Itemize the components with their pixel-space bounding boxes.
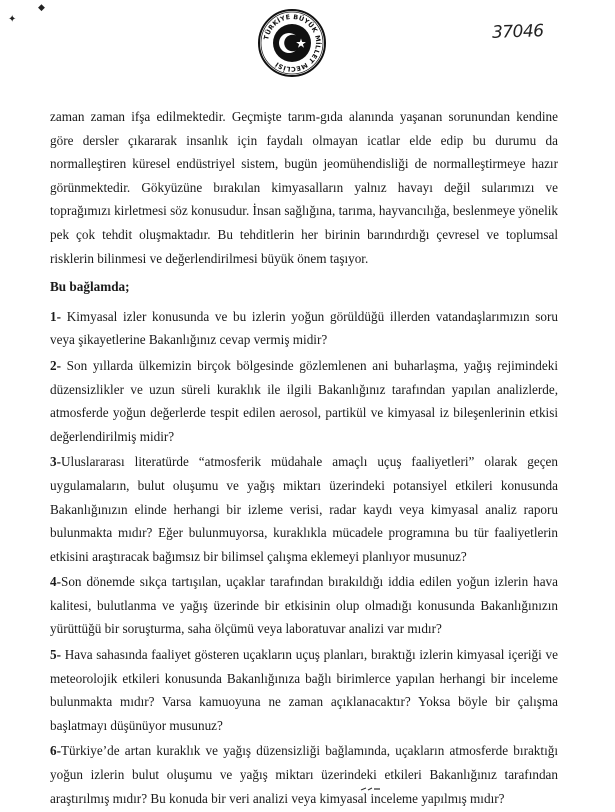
seal-ring-text: TÜRKİYE BÜYÜK MİLLET MECLİSİ bbox=[262, 12, 323, 74]
document-body bbox=[50, 105, 558, 812]
question-text: Hava sahasında faaliyet gösteren uçakların uçuş planları, bıraktığı izlerin kimyasal içeriği ve meteorolojik etkileri konusunda Bakanlığınıza bağlı birimlerce yapılan herhangi bir inceleme bulunmakta mıdır? Varsa kamuoyuna ne zaman açıklanacaktır? Yoksa böyle bir çalışma başlatmayı düşünüyor musunuz? bbox=[50, 647, 558, 733]
question-item bbox=[50, 450, 558, 568]
question-number: 5- bbox=[50, 647, 61, 663]
section-heading: Bu bağlamda; bbox=[50, 279, 130, 295]
scan-speck-mark: ◆ bbox=[38, 2, 45, 12]
question-text: Uluslararası literatürde “atmosferik müdahale amaçlı uçuş faaliyetleri” olarak geçen uygulamaların, bulut oluşumu ve yağış miktarı üzerindeki potansiyel etkileri konusunda Bakanlığınızın elinde herhangi bir izleme verisi, radar kaydı veya kimyasal analiz raporu bulunmakta mıdır? Eğer bulunmuyorsa, kuraklıkla mücadele programına bu tür faaliyetlerin etkisini araştıracak bağımsız bir bilimsel çalışma eklemeyi planlıyor musunuz? bbox=[50, 454, 558, 564]
page-edge-mark bbox=[360, 786, 382, 792]
question-number: 4- bbox=[50, 574, 61, 590]
question-item bbox=[50, 739, 558, 810]
question-number: 1- bbox=[50, 308, 61, 324]
question-item bbox=[50, 354, 558, 448]
question-number: 6- bbox=[50, 743, 61, 759]
handwritten-document-number: 37046 bbox=[491, 21, 544, 43]
question-item bbox=[50, 643, 558, 737]
question-number: 2- bbox=[50, 357, 61, 373]
question-text: Türkiye’de artan kuraklık ve yağış düzensizliği bağlamında, uçakların atmosferde bıraktığı yoğun izlerin bulut oluşumu ve yağış miktarı üzerindeki etkileri Bakanlığınız tarafından araştırılmış mıdır? Bu konuda bir veri analizi veya kimyasal inceleme yapılmış mıdır? bbox=[50, 743, 558, 806]
question-text: Son dönemde sıkça tartışılan, uçaklar tarafından bırakıldığı iddia edilen yoğun izlerin hava kalitesi, bulutlanma ve yağış üzerinde bir etkisinin olup olmadığı konusunda Bakanlığınızın yürüttüğü bir soruşturma, saha ölçümü veya laboratuvar analizi var mıdır? bbox=[50, 574, 558, 637]
scan-speck-mark: ✦ bbox=[8, 14, 17, 25]
question-item bbox=[50, 570, 558, 641]
intro-paragraph: zaman zaman ifşa edilmektedir. Geçmişte tarım-gıda alanında yaşanan sorunundan kendine göre dersler çıkararak insanlık için faydalı olmayan icatlar elde edip bu durumu da normalleştiren küresel endüstriyel sistem, bugün jeomühendisliği de normalleştirmeye hazır görünmektedir. Gökyüzüne bırakılan kimyasalların yalnız havayı değil sularımızı ve toprağımızı kirletmesi söz konusudur. İnsan sağlığına, tarıma, hayvancılığa, beslenmeye yönelik pek çok tehdit oluşmaktadır. Bu tehditlerin her birinin barındırdığı çevresel ve toplumsal risklerin bilinmesi ve değerlendirilmesi büyük önem taşıyor. bbox=[50, 109, 558, 266]
parliament-seal-logo bbox=[257, 8, 327, 78]
question-text: Son yıllarda ülkemizin birçok bölgesinde gözlemlenen ani buharlaşma, yağış rejimindeki düzensizlikler ve uzun süreli kuraklık ile ilgili Bakanlığınız tarafından yapılan analizlerde, atmosferde yoğun değerlerde tespit edilen aerosol, partikül ve kimyasal iz bileşenlerinin etkisi değerlendirilmiş midir? bbox=[50, 357, 559, 444]
question-number: 3- bbox=[50, 454, 61, 470]
question-text: Kimyasal izler konusunda ve bu izlerin yoğun görüldüğü illerden vatandaşlarımızın soru veya şikayetlerine Bakanlığınız cevap vermiş midir? bbox=[50, 308, 559, 348]
question-item bbox=[50, 305, 558, 352]
